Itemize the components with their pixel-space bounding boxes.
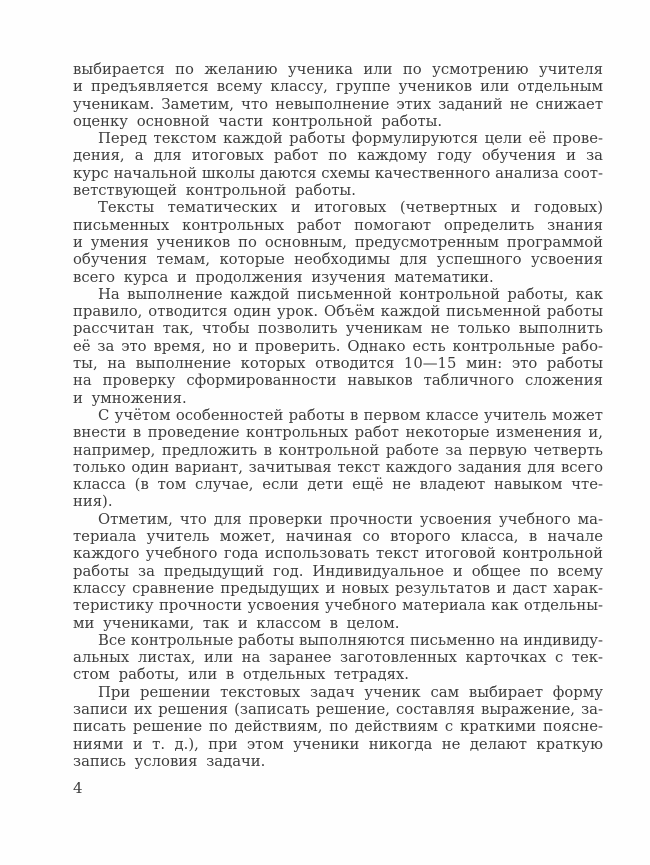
text-line: классу сравнение предыдущих и новых результатов и даст харак- <box>73 579 603 597</box>
text-line: обучения темам, которые необходимы для успешного усвоения <box>73 251 603 269</box>
text-line: оценку основной части контрольной работы. <box>73 112 443 130</box>
paragraph <box>73 286 603 407</box>
text-line: и предъявляется всему классу, группе учеников или отдельным <box>73 78 603 96</box>
text-line: стом работы, или в отдельных тетрадях. <box>73 666 409 684</box>
text-line: териала учитель может, начиная со второго класса, в начале <box>73 528 603 546</box>
text-line: С учётом особенностей работы в первом классе учитель может <box>98 406 603 424</box>
text-line: дения, а для итоговых работ по каждому году обучения и за <box>73 147 603 165</box>
paragraph <box>73 130 603 199</box>
text-line: её за это время, но и проверить. Однако есть контрольные рабо- <box>73 337 603 355</box>
text-line: например, предложить в контрольной работе за первую четверть <box>73 441 603 459</box>
text-line: писать решение по действиям, по действиям с краткими поясне- <box>73 718 603 736</box>
paragraph <box>73 632 603 684</box>
text-line: на проверку сформированности навыков табличного сложения <box>73 372 603 390</box>
text-line: При решении текстовых задач ученик сам выбирает форму <box>98 683 603 701</box>
text-line: письменных контрольных работ помогают определить знания <box>73 216 603 234</box>
text-line: всего курса и продолжения изучения математики. <box>73 268 494 286</box>
text-line: Отметим, что для проверки прочности усвоения учебного ма- <box>98 510 603 528</box>
body-text <box>73 61 603 770</box>
text-line: ния). <box>73 493 113 511</box>
page-number: 4 <box>73 779 83 797</box>
text-line: ветствующей контрольной работы. <box>73 182 356 200</box>
text-line: только один вариант, зачитывая текст каждого задания для всего <box>73 458 603 476</box>
text-line: выбирается по желанию ученика или по усмотрению учителя <box>73 61 603 78</box>
paragraph <box>73 61 603 130</box>
text-line: курс начальной школы даются схемы качественного анализа соот- <box>73 164 603 182</box>
paragraph <box>73 684 603 770</box>
text-line: ми учениками, так и классом в целом. <box>73 614 400 632</box>
text-line: рассчитан так, чтобы позволить ученикам не только выполнить <box>73 320 603 338</box>
text-line: класса (в том случае, если дети ещё не владеют навыком чте- <box>73 476 603 494</box>
text-line: Все контрольные работы выполняются письменно на индивиду- <box>98 631 603 649</box>
text-line: альных листах, или на заранее заготовленных карточках с тек- <box>73 649 603 667</box>
text-line: и умения учеников по основным, предусмотренным программой <box>73 233 603 251</box>
text-line: ты, на выполнение которых отводится 10—15 мин: это работы <box>73 355 603 373</box>
text-line: работы за предыдущий год. Индивидуальное и общее по всему <box>73 562 603 580</box>
text-line: правило, отводится один урок. Объём каждой письменной работы <box>73 303 603 321</box>
text-line: и умножения. <box>73 389 187 407</box>
paragraph <box>73 511 603 632</box>
text-line: теристику прочности усвоения учебного материала как отдельны- <box>73 597 603 615</box>
text-line: Тексты тематических и итоговых (четвертных и годовых) <box>98 199 603 217</box>
text-line: Перед текстом каждой работы формулируются цели её прове- <box>98 130 603 148</box>
paragraph <box>73 407 603 511</box>
text-line: запись условия задачи. <box>73 752 266 770</box>
text-line: записи их решения (записать решение, составляя выражение, за- <box>73 700 603 718</box>
text-line: каждого учебного года использовать текст итоговой контрольной <box>73 545 603 563</box>
paragraph <box>73 199 603 285</box>
text-line: внести в проведение контрольных работ некоторые изменения и, <box>73 424 603 442</box>
text-line: На выполнение каждой письменной контрольной работы, как <box>98 285 603 303</box>
text-line: ученикам. Заметим, что невыполнение этих заданий не снижает <box>73 95 603 113</box>
text-line: ниями и т. д.), при этом ученики никогда не делают краткую <box>73 735 603 753</box>
